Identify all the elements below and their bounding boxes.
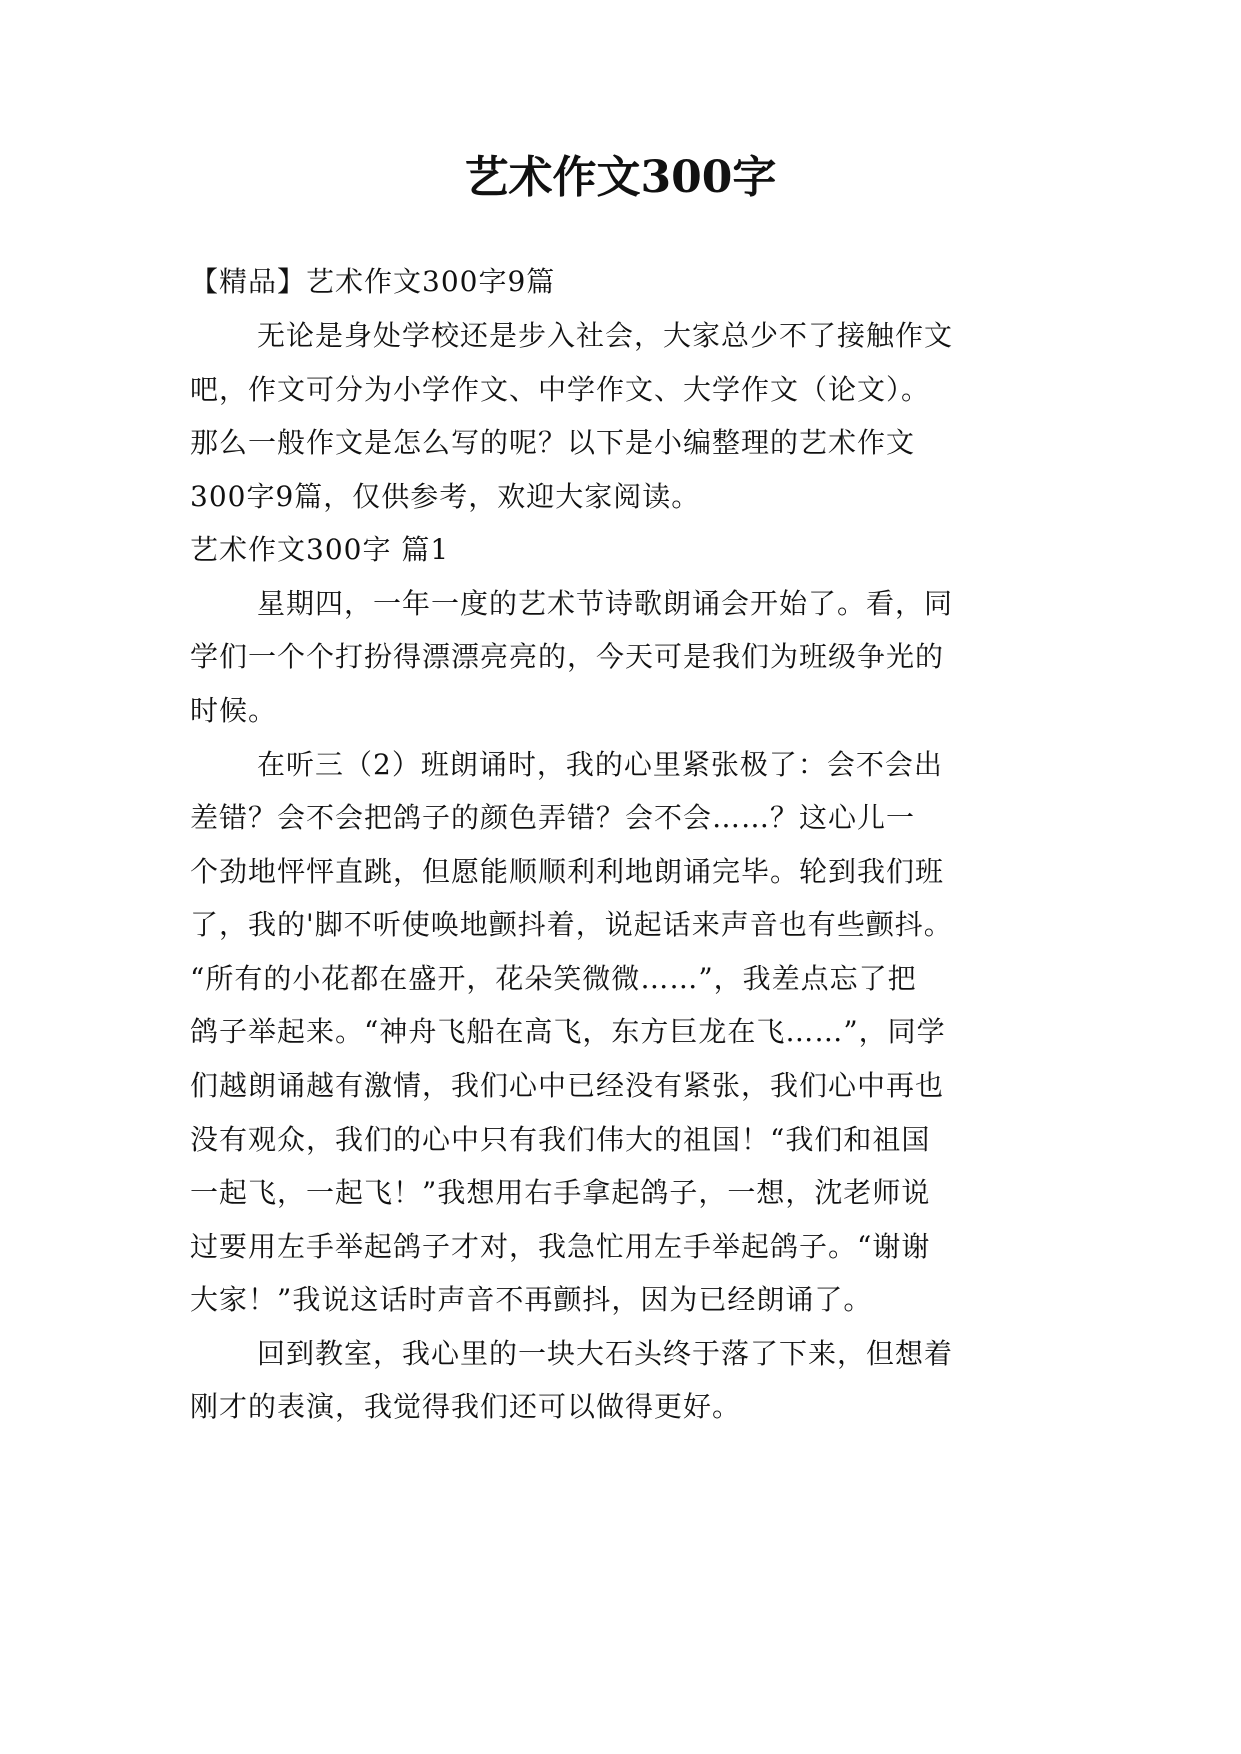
text-line: 个劲地怦怦直跳，但愿能顺顺利利地朗诵完毕。轮到我们班 (190, 855, 945, 888)
text-line: 过要用左手举起鸽子才对，我急忙用左手举起鸽子。“谢谢 (190, 1230, 931, 1263)
text-line: 星期四，一年一度的艺术节诗歌朗诵会开始了。看，同 (257, 587, 954, 620)
text-line: 回到教室，我心里的一块大石头终于落了下来，但想着 (257, 1337, 954, 1370)
text-line: 在听三（2）班朗诵时，我的心里紧张极了：会不会出 (257, 748, 943, 781)
document-title: 艺术作文300字 (464, 152, 777, 203)
text-line: 差错？会不会把鸽子的颜色弄错？会不会……？这心儿一 (190, 801, 916, 834)
text-line: 那么一般作文是怎么写的呢？以下是小编整理的艺术作文 (190, 426, 916, 459)
text-line: 无论是身处学校还是步入社会，大家总少不了接触作文 (257, 319, 954, 352)
text-line: 大家！”我说这话时声音不再颤抖，因为已经朗诵了。 (190, 1283, 873, 1316)
section-heading: 艺术作文300字 篇1 (190, 533, 450, 566)
text-line: 鸽子举起来。“神舟飞船在高飞，东方巨龙在飞……”，同学 (190, 1015, 946, 1048)
subtitle-line: 【精品】艺术作文300字9篇 (190, 265, 556, 298)
text-line: 吧，作文可分为小学作文、中学作文、大学作文（论文）。 (190, 373, 931, 406)
text-line: 一起飞，一起飞！”我想用右手拿起鸽子，一想，沈老师说 (190, 1176, 931, 1209)
text-line: 时候。 (190, 694, 278, 727)
text-line: 刚才的表演，我觉得我们还可以做得更好。 (190, 1390, 742, 1423)
text-line: 没有观众，我们的心中只有我们伟大的祖国！“我们和祖国 (190, 1123, 931, 1156)
text-line: “所有的小花都在盛开，花朵笑微微……”，我差点忘了把 (190, 962, 917, 995)
text-line: 了，我的'脚不听使唤地颤抖着，说起话来声音也有些颤抖。 (190, 908, 953, 941)
text-line: 们越朗诵越有激情，我们心中已经没有紧张，我们心中再也 (190, 1069, 945, 1102)
text-line: 学们一个个打扮得漂漂亮亮的，今天可是我们为班级争光的 (190, 640, 945, 673)
text-line: 300字9篇，仅供参考，欢迎大家阅读。 (190, 480, 701, 513)
